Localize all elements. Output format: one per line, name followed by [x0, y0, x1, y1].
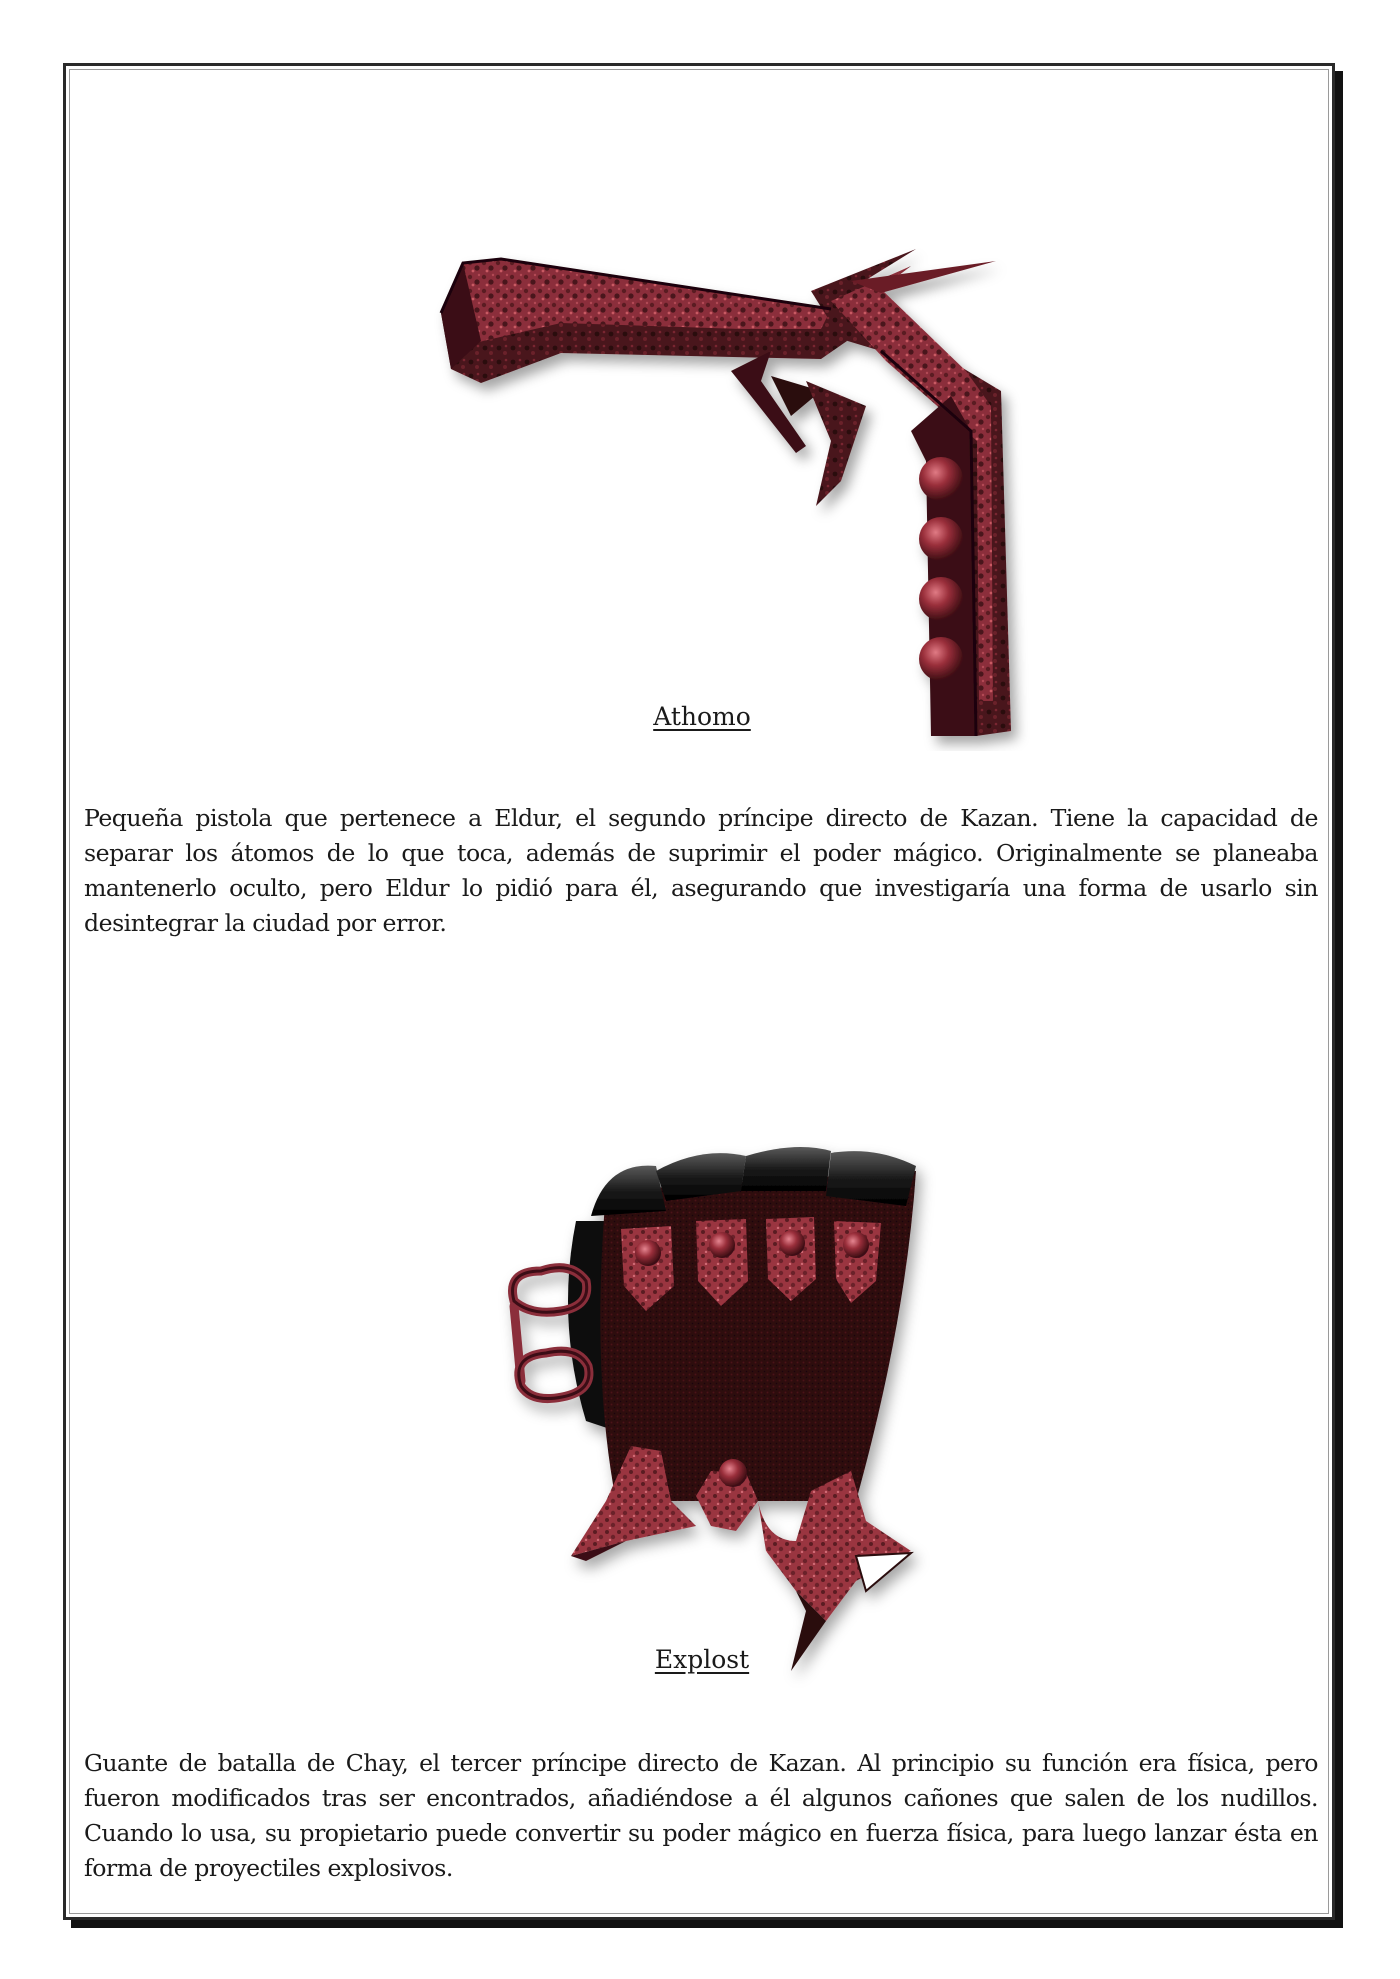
explost-caption: Explost: [654, 1645, 750, 1674]
explost-glove-illustration: [496, 1121, 1016, 1701]
explost-description: Guante de batalla de Chay, el tercer príncipe directo de Kazan. Al principio su función era física, pero fueron modificados tras ser encontrados, añadiéndose a él algunos cañones que salen de los nudillos. Cuando lo usa, su propietario puede convertir su poder mágico en fuerza física, para luego lanzar ésta en forma de proyectiles explosivos.: [84, 1749, 1318, 1882]
page-frame: [63, 63, 1335, 1920]
athomo-pistol-illustration: [411, 231, 1091, 751]
athomo-description: Pequeña pistola que pertenece a Eldur, el segundo príncipe directo de Kazan. Tiene la capacidad de separar los átomos de lo que toca, además de suprimir el poder mágico. Originalmente se planeaba mantenerlo oculto, pero Eldur lo pidió para él, asegurando que investigaría una forma de usarlo sin desintegrar la ciudad por error.: [84, 804, 1318, 937]
athomo-caption: Athomo: [653, 702, 751, 731]
